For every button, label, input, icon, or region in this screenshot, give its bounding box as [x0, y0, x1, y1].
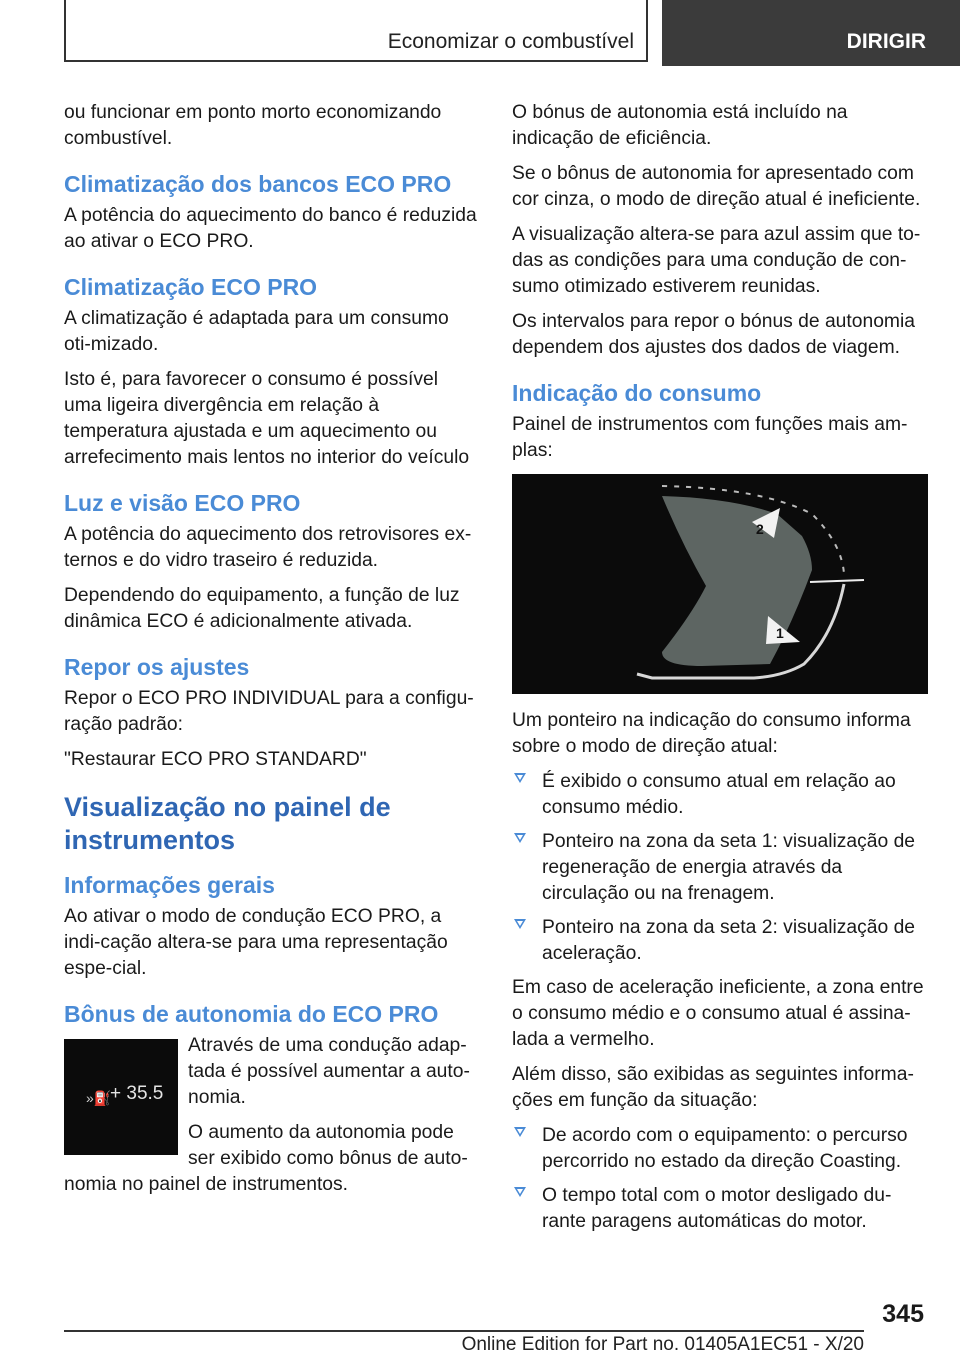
heading-general: Informações gerais — [64, 872, 275, 898]
paragraph: A visualização altera-se para azul assim que to-das as condições para uma condução de con-sumo otimizado estiverem reunidas. — [512, 224, 921, 297]
triangle-bullet-icon — [514, 1187, 526, 1197]
list-item — [512, 1123, 926, 1175]
fuel-pump-icon: »⛽ — [86, 1090, 112, 1106]
bonus-block — [64, 1033, 478, 1207]
triangle-bullet-icon — [514, 1127, 526, 1137]
paragraph: Através de uma condução adap-tada é possível aumentar a auto-nomia. — [188, 1035, 470, 1108]
paragraph: Se o bônus de autonomia for apresentado com cor cinza, o modo de direção atual é ineficiente. — [512, 163, 921, 210]
pointer-bullet-list — [512, 769, 926, 967]
instrument-cluster-image — [512, 474, 928, 694]
paragraph: Em caso de aceleração ineficiente, a zona entre o consumo médio e o consumo atual é assina-lada a vermelho. — [512, 977, 924, 1050]
heading-light: Luz e visão ECO PRO — [64, 490, 301, 516]
page-number: 345 — [882, 1300, 924, 1328]
paragraph: Um ponteiro na indicação do consumo informa sobre o modo de direção atual: — [512, 710, 911, 757]
list-item-text: Ponteiro na zona da seta 2: visualização de aceleração. — [542, 917, 916, 964]
left-column — [64, 100, 478, 1207]
paragraph: A climatização é adaptada para um consumo oti-mizado. — [64, 308, 449, 355]
list-item — [512, 769, 926, 821]
paragraph: Repor o ECO PRO INDIVIDUAL para a configu-ração padrão: — [64, 688, 474, 735]
heading-consumption: Indicação do consumo — [512, 380, 762, 406]
triangle-bullet-icon — [514, 773, 526, 783]
heading-display: Visualização no painel de instrumentos — [64, 792, 391, 855]
paragraph: Além disso, são exibidas as seguintes informa-ções em função da situação: — [512, 1064, 914, 1111]
paragraph: O aumento da autonomia pode ser exibido como bônus de auto-nomia no painel de instrumentos. — [64, 1122, 468, 1195]
list-item-text: Ponteiro na zona da seta 1: visualização de regeneração de energia através da circulação ou na frenagem. — [542, 831, 916, 904]
heading-climate: Climatização ECO PRO — [64, 274, 318, 300]
paragraph: A potência do aquecimento do banco é reduzida ao ativar o ECO PRO. — [64, 205, 477, 252]
header-frame — [64, 0, 648, 62]
triangle-bullet-icon — [514, 919, 526, 929]
paragraph: "Restaurar ECO PRO STANDARD" — [64, 749, 367, 770]
list-item — [512, 1183, 926, 1235]
paragraph: Painel de instrumentos com funções mais am-plas: — [512, 414, 908, 461]
arrow-1-label: 1 — [776, 625, 784, 641]
paragraph: A potência do aquecimento dos retrovisores ex-ternos e do vidro traseiro é reduzida. — [64, 524, 472, 571]
chapter-tab[interactable]: DIRIGIR — [662, 0, 960, 66]
list-item-text: De acordo com o equipamento: o percurso percorrido no estado da direção Coasting. — [542, 1125, 908, 1172]
list-item-text: O tempo total com o motor desligado du-rante paragens automáticas do motor. — [542, 1185, 892, 1232]
info-bullet-list — [512, 1123, 926, 1235]
heading-seats: Climatização dos bancos ECO PRO — [64, 171, 452, 197]
paragraph: Os intervalos para repor o bónus de autonomia dependem dos ajustes dos dados de viagem. — [512, 311, 916, 358]
range-bonus-image — [64, 1039, 178, 1155]
range-bonus-value: + 35.5 — [110, 1083, 164, 1104]
heading-reset: Repor os ajustes — [64, 654, 250, 680]
right-column — [512, 100, 926, 1243]
paragraph: ou funcionar em ponto morto economizando combustível. — [64, 102, 442, 149]
paragraph: Dependendo do equipamento, a função de luz dinâmica ECO é adicionalmente ativada. — [64, 585, 460, 632]
list-item — [512, 829, 926, 907]
list-item — [512, 915, 926, 967]
triangle-bullet-icon — [514, 833, 526, 843]
edition-footer: Online Edition for Part no. 01405A1EC51 - X/20 — [461, 1334, 864, 1355]
paragraph: Ao ativar o modo de condução ECO PRO, a indi-cação altera-se para uma representação espe-cial. — [64, 906, 448, 979]
section-title: Economizar o combustível — [387, 30, 634, 53]
list-item-text: É exibido o consumo atual em relação ao consumo médio. — [542, 771, 896, 818]
paragraph: O bónus de autonomia está incluído na indicação de eficiência. — [512, 102, 848, 149]
footer-divider — [64, 1330, 864, 1332]
arrow-2-label: 2 — [756, 521, 764, 537]
heading-bonus: Bônus de autonomia do ECO PRO — [64, 1001, 439, 1027]
paragraph: Isto é, para favorecer o consumo é possível uma ligeira divergência em relação à temperatura ajustada e um aquecimento ou arrefecimento mais lentos no interior do veículo — [64, 369, 470, 468]
